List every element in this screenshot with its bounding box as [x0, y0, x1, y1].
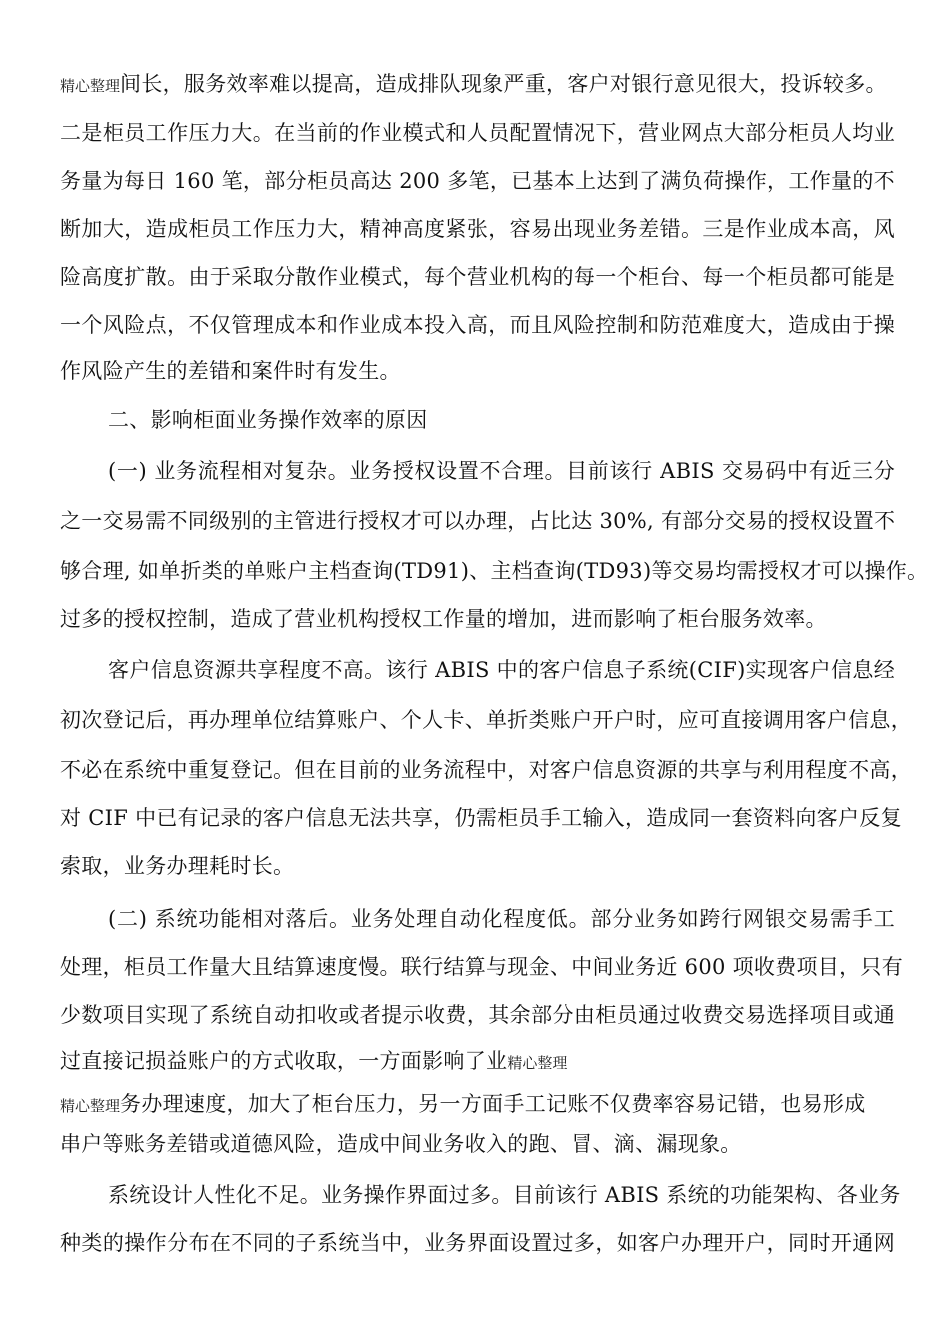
- text-line-10: 之一交易需不同级别的主管进行授权才可以办理，占比达 30%, 有部分交易的授权设置不: [60, 509, 896, 533]
- text-line-4: 断加大，造成柜员工作压力大，精神高度紧张，容易出现业务差错。三是作业成本高，风: [60, 217, 895, 241]
- text-line-5: 险高度扩散。由于采取分散作业模式，每个营业机构的每一个柜台、每一个柜员都可能是: [60, 265, 895, 289]
- text-line-11: 够合理, 如单折类的单账户主档查询(TD91)、主档查询(TD93)等交易均需授权才可以操作。: [60, 559, 929, 583]
- text-line-20: 少数项目实现了系统自动扣收或者提示收费，其余部分由柜员通过收费交易选择项目或通: [60, 1003, 895, 1027]
- text-line-3: 务量为每日 160 笔，部分柜员高达 200 多笔，已基本上达到了满负荷操作，工作量的不: [60, 169, 895, 193]
- text-line-21: [60, 1046, 895, 1078]
- text-line-16: 对 CIF 中已有记录的客户信息无法共享，仍需柜员手工输入，造成同一套资料向客户反复: [60, 806, 902, 830]
- text-line-12: 过多的授权控制，造成了营业机构授权工作量的增加，进而影响了柜台服务效率。: [60, 607, 827, 631]
- line-text: 间长，服务效率难以提高，造成排队现象严重，客户对银行意见很大，投诉较多。: [120, 72, 887, 96]
- section-heading: 二、影响柜面业务操作效率的原因: [108, 408, 428, 432]
- text-line-17: 索取，业务办理耗时长。: [60, 854, 295, 878]
- text-line-22: [60, 1089, 895, 1121]
- text-line-19: 处理，柜员工作量大且结算速度慢。联行结算与现金、中间业务近 600 项收费项目，只有: [60, 955, 904, 979]
- line-text: 过直接记损益账户的方式收取，一方面影响了业: [60, 1049, 508, 1073]
- header-watermark: 精心整理: [60, 77, 121, 95]
- header-watermark-2: 精心整理: [60, 1097, 121, 1115]
- line-text: 务办理速度，加大了柜台压力，另一方面手工记账不仅费率容易记错，也易形成: [120, 1092, 866, 1116]
- text-line-1: [60, 69, 895, 101]
- text-line-6: 一个风险点，不仅管理成本和作业成本投入高，而且风险控制和防范难度大，造成由于操: [60, 313, 895, 337]
- text-line-13: 客户信息资源共享程度不高。该行 ABIS 中的客户信息子系统(CIF)实现客户信息经: [108, 658, 895, 682]
- text-line-14: 初次登记后，再办理单位结算账户、个人卡、单折类账户开户时，应可直接调用客户信息，: [60, 708, 912, 732]
- text-line-9: (一) 业务流程相对复杂。业务授权设置不合理。目前该行 ABIS 交易码中有近三分: [108, 459, 895, 483]
- text-line-7: 作风险产生的差错和案件时有发生。: [60, 359, 401, 383]
- text-line-2: 二是柜员工作压力大。在当前的作业模式和人员配置情况下，营业网点大部分柜员人均业: [60, 121, 895, 145]
- footer-watermark: 精心整理: [507, 1054, 568, 1072]
- text-line-24: 系统设计人性化不足。业务操作界面过多。目前该行 ABIS 系统的功能架构、各业务: [108, 1183, 901, 1207]
- text-line-15: 不必在系统中重复登记。但在目前的业务流程中，对客户信息资源的共享与利用程度不高，: [60, 758, 912, 782]
- text-line-23: 串户等账务差错或道德风险，造成中间业务收入的跑、冒、滴、漏现象。: [60, 1132, 742, 1156]
- text-line-25: 种类的操作分布在不同的子系统当中，业务界面设置过多，如客户办理开户，同时开通网: [60, 1231, 895, 1255]
- text-line-18: (二) 系统功能相对落后。业务处理自动化程度低。部分业务如跨行网银交易需手工: [108, 907, 895, 931]
